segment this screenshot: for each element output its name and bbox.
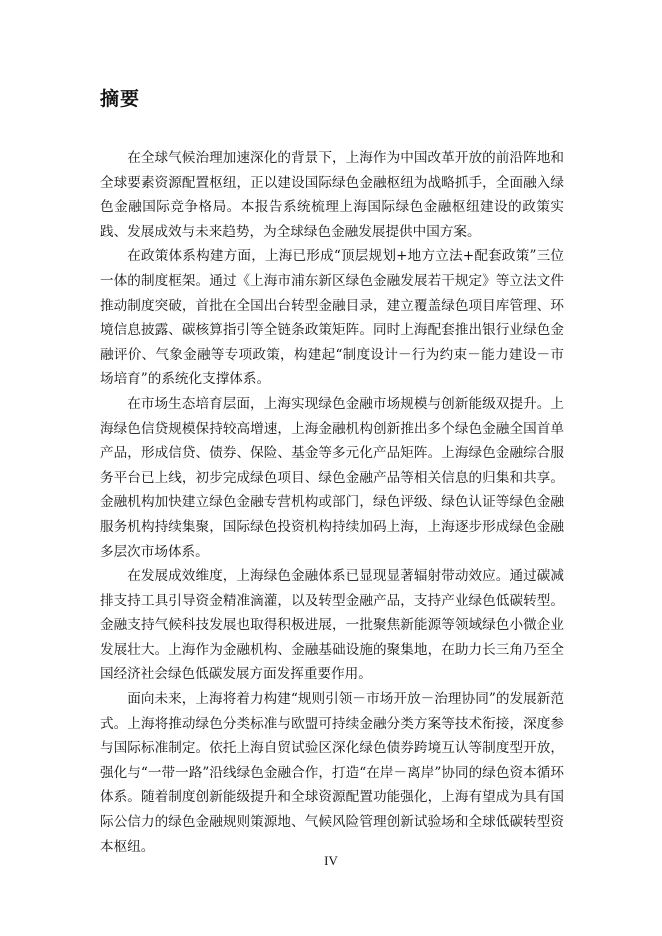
paragraph-5: 面向未来，上海将着力构建“规则引领－市场开放－治理协同”的发展新范式。上海将推动绿色分类标准与欧盟可持续金融分类方案等技术衔接，深度参与国际标准制定。依托上海自贸试验区深化绿色债券跨境互认等制度型开放，强化与“一带一路”沿线绿色金融合作，打造“在岸－离岸”协同的绿色资本循环体系。随着制度创新能级提升和全球资源配置功能强化，上海有望成为具有国际公信力的绿色金融规则策源地、气候风险管理创新试验场和全球低碳转型资本枢纽。 bbox=[100, 691, 564, 855]
paragraph-1: 在全球气候治理加速深化的背景下，上海作为中国改革开放的前沿阵地和全球要素资源配置枢纽，正以建设国际绿色金融枢纽为战略抓手，全面融入绿色金融国际竞争格局。本报告系统梳理上海国际绿色金融枢纽建设的政策实践、发展成效与未来趋势，为全球绿色金融发展提供中国方案。 bbox=[100, 150, 564, 240]
paragraph-2: 在政策体系构建方面，上海已形成“顶层规划+地方立法+配套政策”三位一体的制度框架。通过《上海市浦东新区绿色金融发展若干规定》等立法文件推动制度突破，首批在全国出台转型金融目录，建立覆盖绿色项目库管理、环境信息披露、碳核算指引等全链条政策矩阵。同时上海配套推出银行业绿色金融评价、气象金融等专项政策，构建起“制度设计－行为约束－能力建设－市场培育”的系统化支撑体系。 bbox=[100, 248, 564, 388]
paragraph-4: 在发展成效维度，上海绿色金融体系已显现显著辐射带动效应。通过碳减排支持工具引导资金精准滴灌，以及转型金融产品，支持产业绿色低碳转型。金融支持气候科技发展也取得积极进展，一批聚焦新能源等领域绿色小微企业发展壮大。上海作为金融机构、金融基础设施的聚集地，在助力长三角乃至全国经济社会绿色低碳发展方面发挥重要作用。 bbox=[100, 568, 564, 683]
abstract-body bbox=[100, 146, 564, 859]
section-heading: 摘要 bbox=[100, 88, 141, 110]
paragraph-3: 在市场生态培育层面，上海实现绿色金融市场规模与创新能级双提升。上海绿色信贷规模保持较高增速，上海金融机构创新推出多个绿色金融全国首单产品，形成信贷、债券、保险、基金等多元化产品矩阵。上海绿色金融综合服务平台已上线，初步完成绿色项目、绿色金融产品等相关信息的归集和共享。金融机构加快建立绿色金融专营机构或部门，绿色评级、绿色认证等绿色金融服务机构持续集聚，国际绿色投资机构持续加码上海，上海逐步形成绿色金融多层次市场体系。 bbox=[100, 395, 564, 560]
page-number: IV bbox=[324, 853, 338, 868]
